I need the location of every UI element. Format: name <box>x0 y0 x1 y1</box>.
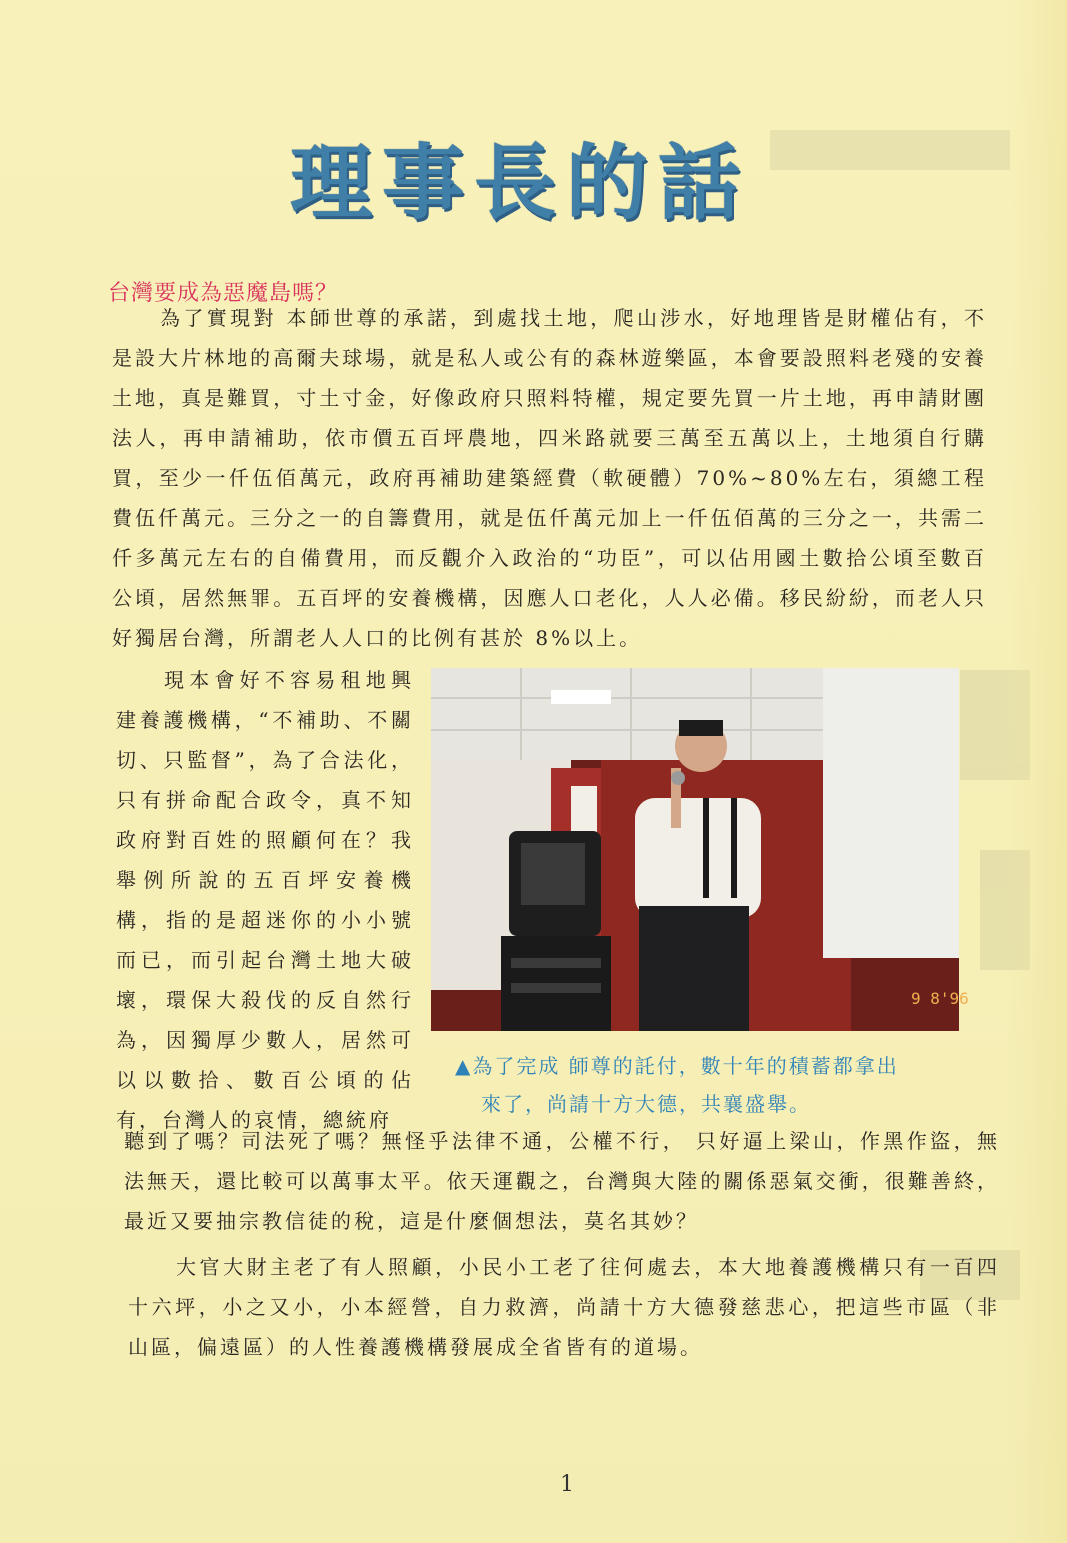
caption-line-2: 來了，尚請十方大德，共襄盛舉。 <box>481 1092 811 1116</box>
paragraph-1: 為了實現對 本師世尊的承諾，到處找土地，爬山涉水，好地理皆是財權佔有，不是設大片林地的高爾夫球場，就是私人或公有的森林遊樂區，本會要設照料老殘的安養土地，真是難買，寸土寸金，好像政府只照料特權，規定要先買一片土地，再申請財團法人，再申請補助，依市價五百坪農地，四米路就要三萬至五萬以上，土地須自行購買，至少一仟伍佰萬元，政府再補助建築經費（軟硬體）70%~80%左右，須總工程費伍仟萬元。三分之一的自籌費用，就是伍仟萬元加上一仟伍佰萬的三分之一，共需二仟多萬元左右的自備費用，而反觀介入政治的“功臣”，可以佔用國土數拾公頃至數百公頃，居然無罪。五百坪的安養機構，因應人口老化，人人必備。移民紛紛，而老人只好獨居台灣，所謂老人人口的比例有甚於 8%以上。 <box>112 306 987 650</box>
triangle-marker-icon: ▲ <box>455 1054 473 1078</box>
paragraph-2: 現本會好不容易租地興建養護機構，“不補助、不關切、只監督”，為了合法化，只有拼命配合政令，真不知政府對百姓的照顧何在？我舉例所說的五百坪安養機構，指的是超迷你的小小號而已，而引起台灣土地大破壞，環保大殺伐的反自然行為，因獨厚少數人，居然可以以數拾、數百公頃的佔有，台灣人的哀情，總統府 <box>116 668 414 1132</box>
page-title: 理事長的話 <box>290 135 751 231</box>
speaker-photo <box>431 668 969 1031</box>
caption-line-1: 為了完成 師尊的託付，數十年的積蓄都拿出 <box>472 1054 899 1078</box>
article-subheading: 台灣要成為惡魔島嗎？ <box>108 281 339 306</box>
page-number: 1 <box>560 1472 574 1497</box>
page-edge-shading <box>1007 0 1067 1543</box>
paragraph-4: 大官大財主老了有人照顧，小民小工老了往何處去，本大地養護機構只有一百四十六坪，小之又小，小本經營，自力救濟，尚請十方大德發慈悲心，把這些市區（非山區，偏遠區）的人性養護機構發展成全省皆有的道場。 <box>128 1255 1000 1359</box>
paragraph-3: 聽到了嗎？司法死了嗎？無怪乎法律不通，公權不行， 只好逼上梁山，作黑作盜，無法無天，還比較可以萬事太平。依天運觀之，台灣與大陸的關係惡氣交衝，很難善終，最近又要抽宗教信徒的稅，這是什麼個想法，莫名其妙？ <box>124 1129 1000 1233</box>
photo-caption <box>455 1047 975 1123</box>
photo-date-stamp: 9 8'96 <box>911 989 969 1008</box>
